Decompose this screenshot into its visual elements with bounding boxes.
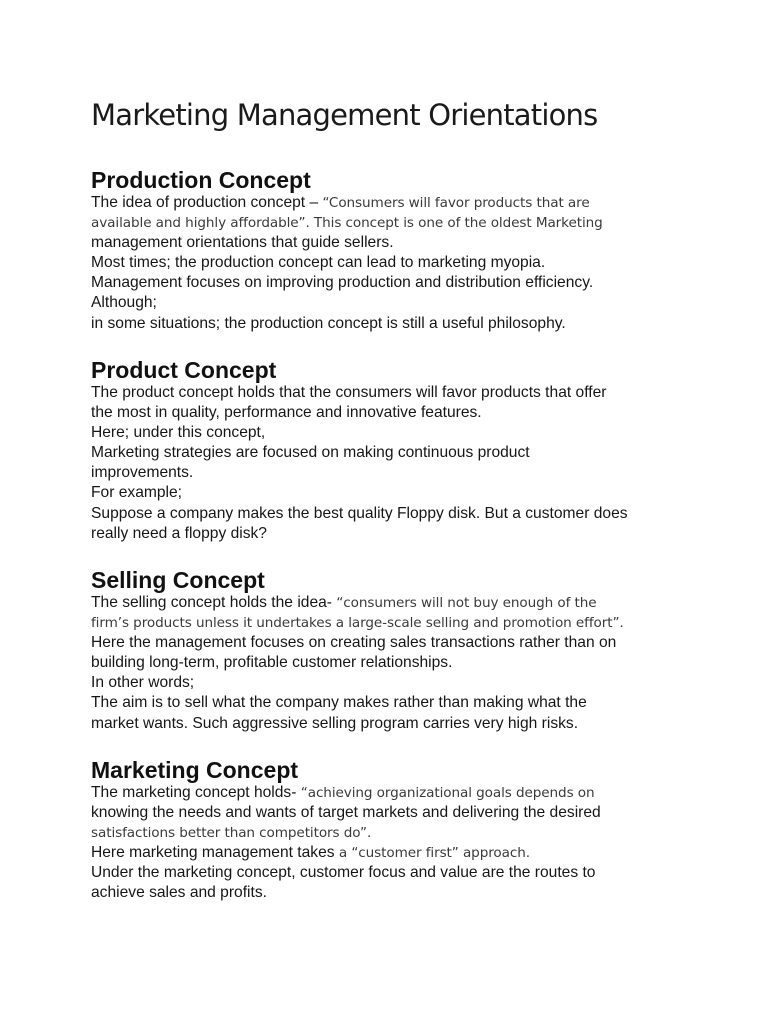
document-title: Marketing Management Orientations [91, 98, 598, 132]
section-production-concept [91, 167, 731, 334]
paragraph-line: The marketing concept holds- “achieving organizational goals depends on [91, 784, 595, 801]
paragraph-line: Marketing strategies are focused on making continuous product [91, 444, 530, 462]
paragraph-line: Although; [91, 294, 157, 312]
paragraph-line: building long-term, profitable customer relationships. [91, 654, 453, 672]
paragraph-line: In other words; [91, 674, 195, 692]
paragraph-line: improvements. [91, 464, 194, 482]
quoted-text: “Consumers will favor products that are [322, 195, 590, 211]
paragraph-line: the most in quality, performance and innovative features. [91, 404, 482, 422]
paragraph-line: The product concept holds that the consumers will favor products that offer [91, 384, 607, 401]
quoted-text: “consumers will not buy enough of the [336, 595, 597, 611]
quoted-text: a “customer first” approach. [338, 845, 530, 862]
section-heading: Marketing Concept [91, 757, 299, 783]
paragraph-line: management orientations that guide sellers. [91, 234, 394, 252]
paragraph-line: Suppose a company makes the best quality Floppy disk. But a customer does [91, 504, 628, 522]
section-marketing-concept [91, 757, 731, 904]
section-heading: Product Concept [91, 357, 277, 383]
paragraph-line: Management focuses on improving production and distribution efficiency. [91, 274, 594, 292]
quoted-text: firm’s products unless it undertakes a large-scale selling and promotion effort”. [91, 615, 624, 632]
paragraph-line: The aim is to sell what the company makes rather than making what the [91, 694, 587, 712]
paragraph-line: really need a floppy disk? [91, 524, 267, 542]
paragraph-line: Most times; the production concept can lead to marketing myopia. [91, 254, 546, 272]
paragraph-line: in some situations; the production concept is still a useful philosophy. [91, 314, 566, 332]
section-heading: Production Concept [91, 167, 311, 193]
paragraph-line: The selling concept holds the idea- “consumers will not buy enough of the [91, 594, 597, 611]
paragraph-line: Here; under this concept, [91, 424, 266, 442]
section-selling-concept [91, 567, 731, 734]
paragraph-line: achieve sales and profits. [91, 884, 267, 902]
quoted-text: satisfactions better than competitors do”. [91, 825, 372, 842]
paragraph-line [91, 213, 731, 233]
paragraph-line: market wants. Such aggressive selling program carries very high risks. [91, 714, 579, 732]
paragraph-line [91, 613, 731, 633]
paragraph-line: Here marketing management takes a “customer first” approach. [91, 844, 530, 862]
paragraph-line: The idea of production concept – “Consumers will favor products that are [91, 194, 590, 211]
section-product-concept [91, 357, 731, 544]
quoted-text: available and highly affordable”. This concept is one of the oldest Marketing [91, 215, 603, 232]
quoted-text: “achieving organizational goals depends on [300, 785, 595, 801]
paragraph-line: For example; [91, 484, 182, 502]
paragraph-line [91, 823, 731, 843]
paragraph-line: knowing the needs and wants of target markets and delivering the desired [91, 804, 601, 822]
paragraph-line: Here the management focuses on creating sales transactions rather than on [91, 634, 617, 652]
paragraph-line: Under the marketing concept, customer focus and value are the routes to [91, 864, 596, 882]
section-heading: Selling Concept [91, 567, 265, 593]
